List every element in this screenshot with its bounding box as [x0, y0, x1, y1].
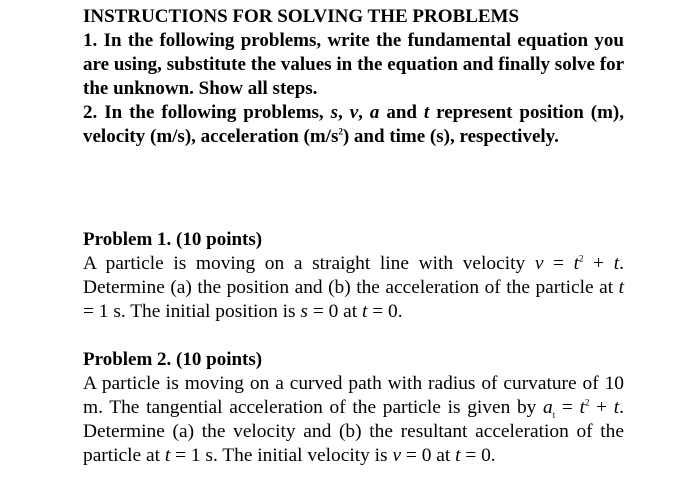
p1-text-1: A particle is moving on a straight line with velocity [83, 253, 535, 274]
var-t: t [579, 397, 585, 418]
p1-text-2: . Determine (a) the position and (b) the acceleration of the particle at [83, 253, 624, 298]
var-t: t [613, 253, 620, 274]
var-t: t [618, 277, 624, 298]
instr2-comma-1: , [338, 102, 350, 123]
p2-text-3: = 1 s. The initial velocity is [170, 445, 393, 466]
var-a: a [543, 397, 553, 418]
var-t: t [361, 301, 368, 322]
exponent: 2 [579, 253, 584, 264]
problem-2-text [83, 372, 624, 468]
instr2-text-c: ) and time (s), respectively. [342, 126, 559, 147]
document-page [83, 5, 625, 466]
instr2-text-a: 2. In the following problems, [83, 102, 331, 123]
equals-sign: = [555, 397, 580, 418]
var-t: t [573, 253, 580, 274]
page-title: INSTRUCTIONS FOR SOLVING THE PROBLEMS [83, 6, 520, 27]
p2-text-1: A particle is moving on a curved path with radius of curvature of 10 m. The tangential acceleration of the particle is given by [83, 373, 624, 418]
instr2-and: and [379, 102, 424, 123]
problem-1-title: Problem 1. (10 points) [83, 229, 263, 250]
exponent: 2 [584, 397, 590, 408]
var-v: v [349, 102, 359, 123]
problem-2 [83, 348, 624, 468]
instr2-comma-2: , [358, 102, 370, 123]
p2-text-2: . Determine (a) the velocity and (b) the resultant acceleration of the particle at [83, 397, 625, 466]
problem-1-text [83, 252, 624, 324]
var-s: s [330, 102, 339, 123]
instr2-text-b: represent position (m), velocity (m/s), acceleration (m/s [83, 102, 625, 147]
p1-text-3: = 1 s. The initial position is [83, 301, 301, 322]
var-s: s [300, 301, 308, 322]
subscript: t [552, 409, 556, 420]
plus-sign: + [589, 397, 614, 418]
problem-1 [83, 228, 624, 324]
var-t: t [455, 445, 461, 466]
var-v: v [392, 445, 402, 466]
problem-2-title: Problem 2. (10 points) [83, 349, 263, 370]
p1-text-4: = 0 at [307, 301, 362, 322]
var-t: t [423, 102, 430, 123]
var-t: t [613, 397, 620, 418]
p1-text-5: = 0. [367, 301, 403, 322]
equals-sign: = [543, 253, 574, 274]
var-a: a [369, 102, 380, 123]
instruction-item-2 [83, 101, 624, 149]
exponent: 2 [338, 126, 343, 137]
p2-text-5: = 0. [460, 445, 496, 466]
var-t: t [164, 445, 171, 466]
instruction-item-1: 1. In the following problems, write the fundamental equation you are using, substitute the values in the equation and finally solve for the unknown. Show all steps. [83, 30, 624, 99]
p2-text-4: = 0 at [401, 445, 456, 466]
plus-sign: + [583, 253, 614, 274]
var-v: v [534, 253, 544, 274]
